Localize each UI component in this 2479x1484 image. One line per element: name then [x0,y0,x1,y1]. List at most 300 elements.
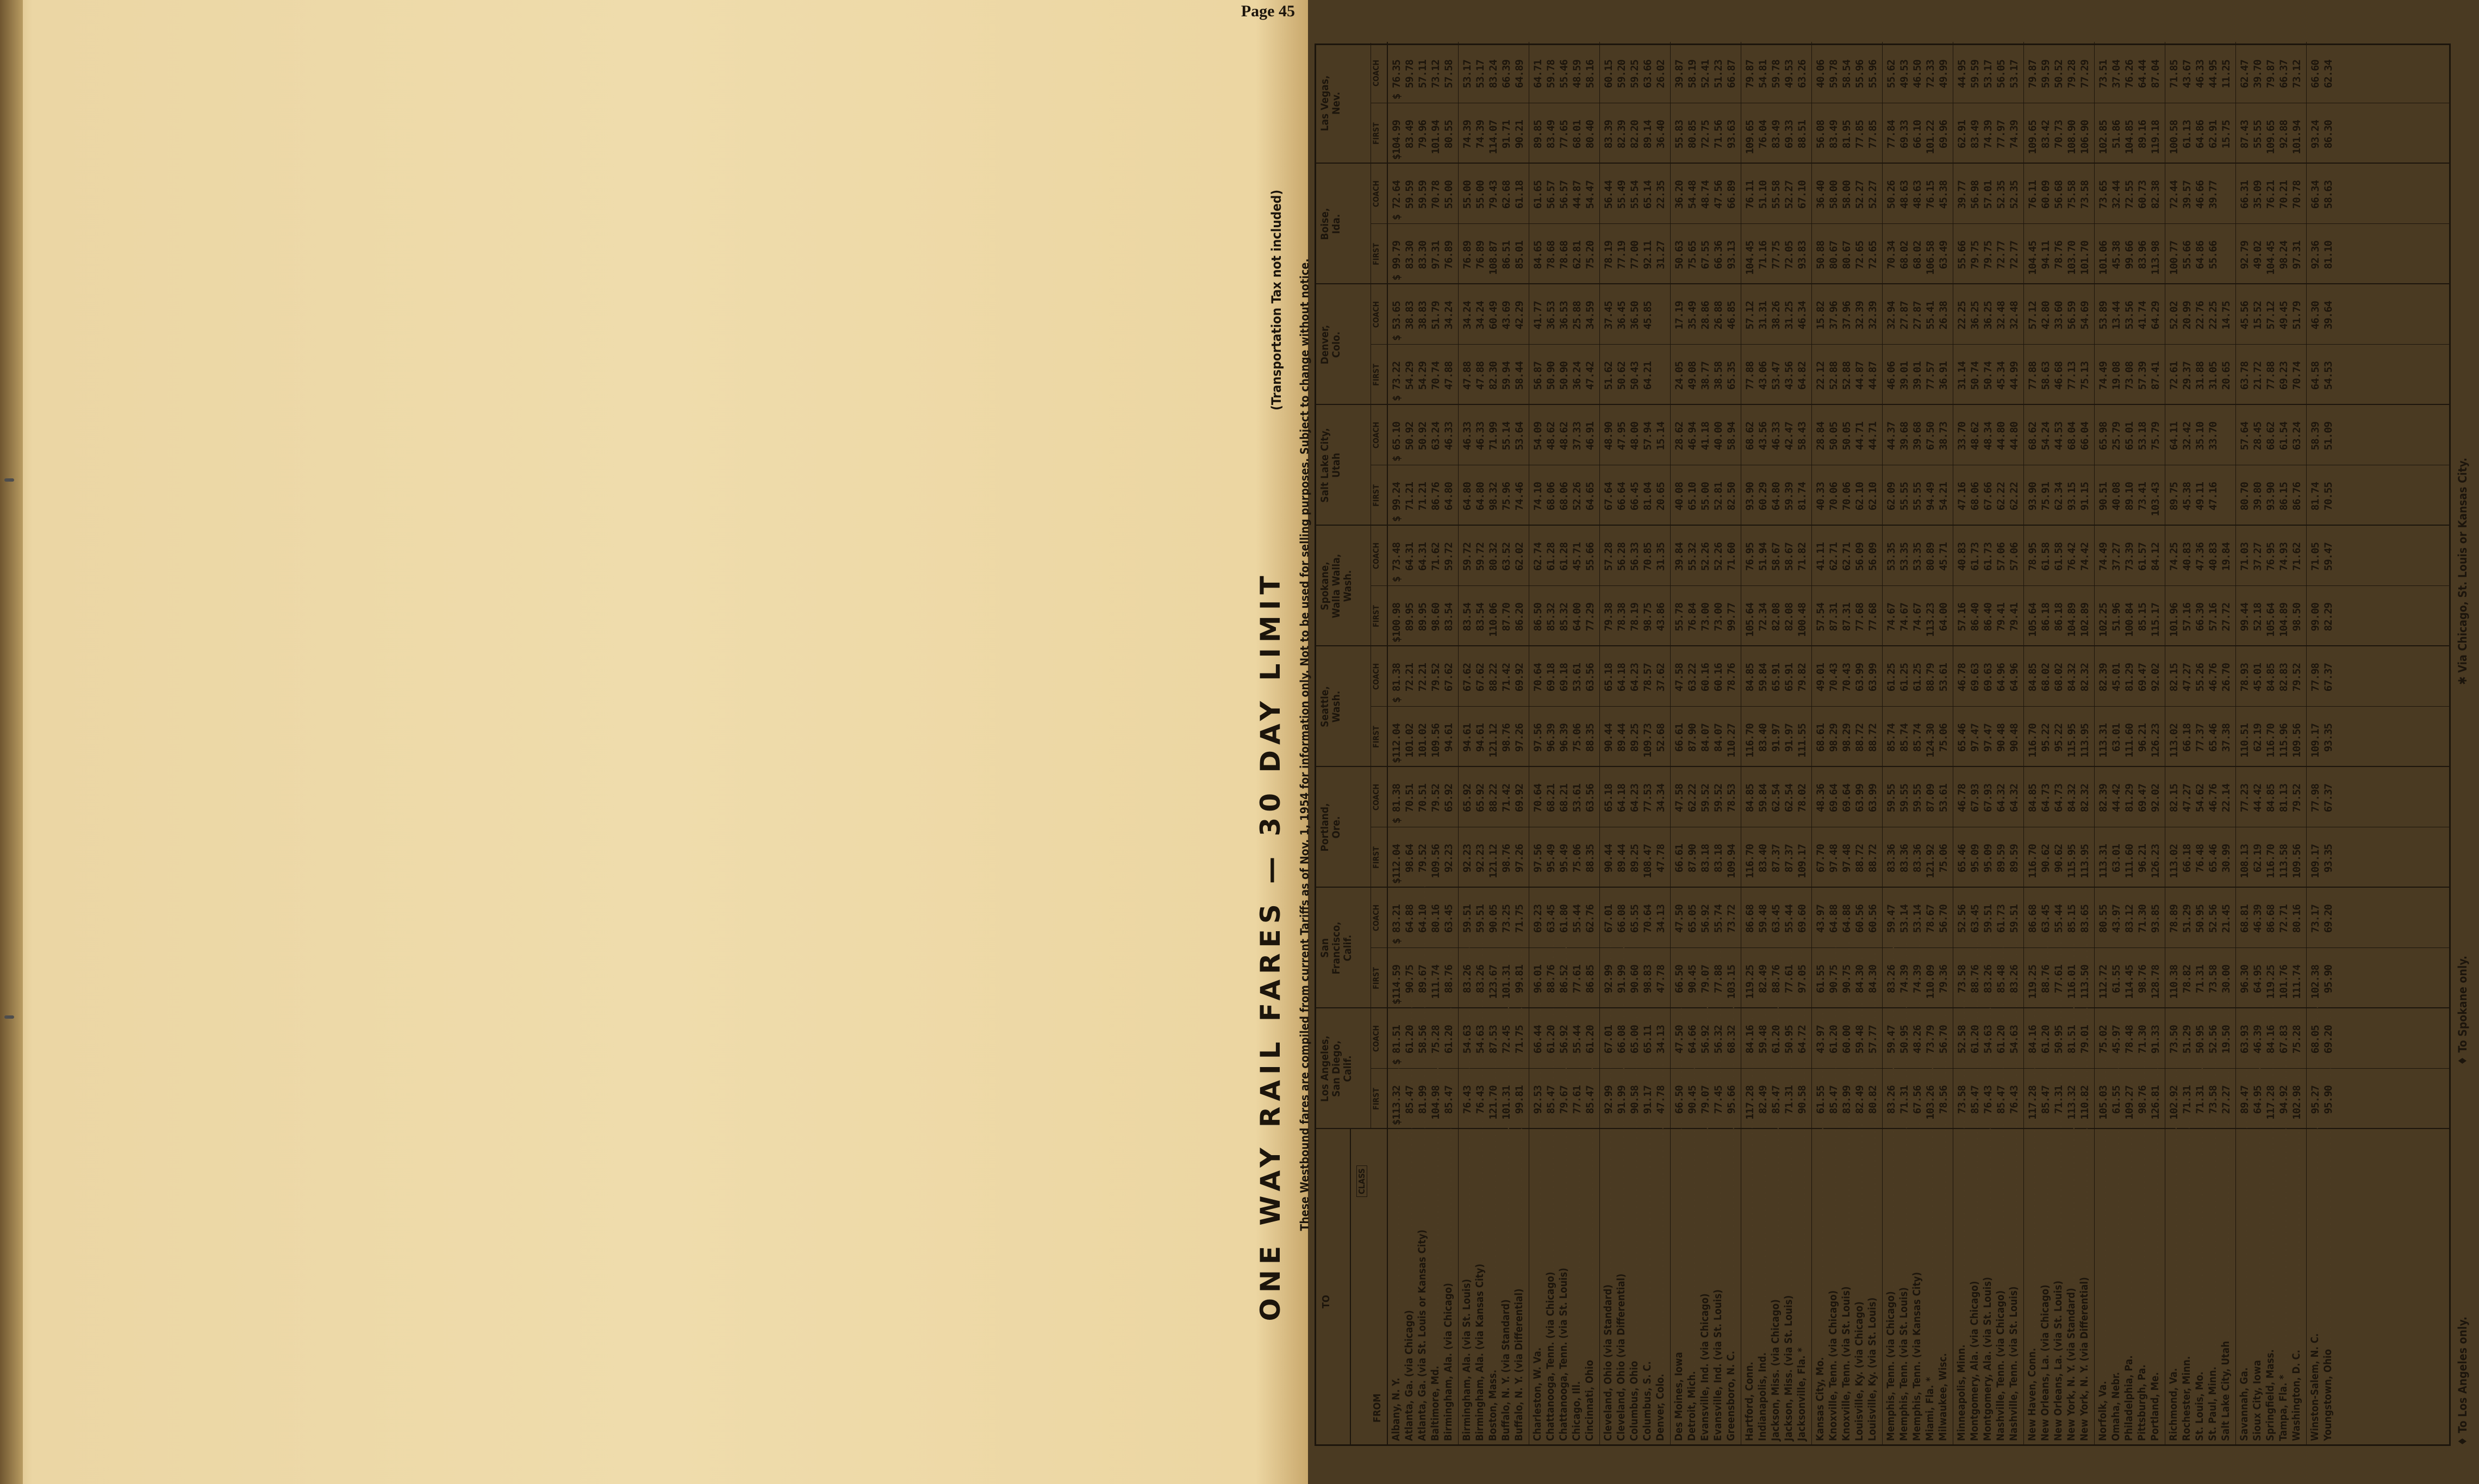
coach-fare: 49.53 [1783,60,1795,89]
first-class-fare: 20.65 [2220,361,2232,390]
coach-fare: 63.56 [1584,784,1596,813]
coach-fare: 61.20 [1969,1025,1981,1054]
first-class-fare: 90.60 [1629,965,1641,994]
first-class-fare: 90.48 [1995,724,2007,752]
coach-fare: 78.57 [1642,663,1654,692]
coach-fare: 61.20 [1545,1025,1557,1054]
first-class-fare: 67.70 [1815,844,1827,873]
first-class-fare: 121.92 [1924,844,1936,878]
first-class-fare: 93.90 [2027,482,2039,511]
coach-fare: 73.65 [2097,180,2109,209]
first-class-fare: 69.33 [1783,120,1795,149]
table-row [1531,42,1544,1444]
coach-fare: 63.45 [2040,905,2052,933]
coach-fare: 48.00 [1629,422,1641,451]
from-city: Albany, N. Y. . . . [1390,1128,1403,1441]
coach-fare: 64.32 [1995,784,2007,813]
first-class-fare: 79.41 [2008,603,2020,632]
first-class-fare: 31.14 [1956,361,1968,390]
first-class-fare: 112.72 [2097,965,2109,999]
coach-fare: 63.52 [1500,543,1512,571]
first-class-fare: 62.91 [2207,120,2219,149]
destination-header [1319,164,1342,284]
coach-fare: 37.62 [1655,663,1667,692]
coach-fare: 39.57 [2181,180,2193,209]
coach-fare: 62.34 [2322,60,2334,89]
first-class-fare: 77.75 [1770,241,1782,270]
coach-fare: 80.16 [1430,905,1442,933]
coach-fare: 59.72 [1474,543,1486,571]
coach-fare: 69.18 [1545,663,1557,692]
first-class-fare: 47.88 [1474,361,1486,390]
first-class-fare: 113.98 [2150,241,2162,275]
coach-fare: 66.87 [1726,60,1737,89]
first-class-fare: 90.75 [1404,965,1416,994]
table-row [2309,42,2322,1444]
coach-fare: 76.26 [2123,60,2135,89]
coach-fare: 84.32 [2066,663,2078,692]
coach-fare: 53.35 [1885,543,1897,571]
coach-fare: 64.96 [2008,663,2020,692]
coach-fare: 67.83 [2278,1025,2290,1054]
coach-fare: 77.98 [2309,663,2321,692]
coach-fare: 73.17 [2309,905,2321,933]
table-row [2149,42,2162,1444]
first-class-fare: 66.18 [2181,724,2193,752]
first-class-fare: 87.70 [1500,603,1512,632]
coach-fare: 37.27 [2110,543,2122,571]
coach-fare: 74.42 [2079,543,2091,571]
coach-fare: 55.00 [1461,180,1473,209]
coach-fare: 62.02 [1513,543,1525,571]
group-divider [1458,42,1459,1444]
first-class-fare: 83.54 [1443,603,1455,632]
first-class-fare: 24.05 [1673,361,1685,390]
from-city: Winston-Salem, N. C. . . . [2309,1128,2322,1441]
first-class-fare: 74.39 [1982,120,1994,149]
coach-fare: 50.95 [2194,1025,2206,1054]
first-class-fare: 83.42 [2040,120,2052,149]
coach-fare: 68.21 [1545,784,1557,813]
coach-fare: 59.55 [1885,784,1897,813]
first-class-fare: $100.98 [1391,603,1403,643]
from-city: Sioux City, Iowa . . . [2251,1128,2264,1441]
coach-fare: 65.91 [1770,663,1782,692]
coach-fare: 77.53 [1642,784,1654,813]
coach-fare: 64.29 [2150,301,2162,330]
first-class-fare: 91.97 [1783,724,1795,752]
coach-fare: 48.26 [1911,1025,1923,1054]
coach-fare: 36.40 [1815,180,1827,209]
coach-fare: 64.88 [1404,905,1416,933]
first-class-fare: 68.01 [1571,120,1583,149]
first-class-fare: 65.10 [1686,482,1698,511]
first-class-fare: 83.54 [1461,603,1473,632]
first-class-fare: 81.04 [1642,482,1654,511]
first-class-fare: 101.22 [1924,120,1936,154]
coach-fare: 53.35 [1898,543,1910,571]
coach-fare: 63.22 [1686,663,1698,692]
first-class-fare: 76.43 [2008,1086,2020,1114]
first-class-fare: 90.58 [1796,1086,1808,1114]
coach-fare: 66.89 [1726,180,1737,209]
coach-fare: 52.26 [1712,543,1724,571]
coach-fare: 69.63 [1969,663,1981,692]
first-class-fare: 81.99 [1417,1086,1429,1114]
first-class-fare: 103.26 [1924,1086,1936,1120]
first-class-fare: 95.09 [1982,844,1994,873]
coach-fare: 75.58 [2066,180,2078,209]
first-class-fare: 117.28 [2027,1086,2039,1120]
first-class-fare: 82.20 [1629,120,1641,149]
first-class-fare: 77.37 [2194,724,2206,752]
coach-fare: 70.64 [1532,663,1544,692]
first-class-fare: 55.83 [1673,120,1685,149]
table-row [1982,42,1995,1444]
first-class-fare: 95.22 [2040,724,2052,752]
coach-fare: 82.38 [2150,180,2162,209]
coach-fare: 63.24 [2291,422,2303,451]
first-class-fare: 68.06 [1545,482,1557,511]
coach-fare: 59.51 [1474,905,1486,933]
table-row [1853,42,1866,1444]
header-to: TO [1321,1295,1332,1308]
first-class-fare: 126.81 [2150,1086,2162,1120]
coach-fare: 45.71 [1938,543,1949,571]
first-class-fare: 69.96 [1938,120,1949,149]
coach-fare: 68.62 [2265,422,2277,451]
coach-fare: 63.45 [1969,905,1981,933]
coach-fare: 52.41 [1699,60,1711,89]
coach-fare: 35.10 [2194,422,2206,451]
coach-fare: 31.35 [1655,543,1667,571]
coach-fare: 65.92 [1474,784,1486,813]
first-class-fare: 91.99 [1616,1086,1628,1114]
coach-fare: 59.59 [1404,180,1416,209]
coach-fare: 48.62 [1545,422,1557,451]
first-class-fare: 114.45 [2123,965,2135,999]
first-class-fare: 95.66 [1726,1086,1737,1114]
table-row [1969,42,1982,1444]
first-class-fare: 91.99 [1616,965,1628,994]
first-class-fare: 51.96 [2110,603,2122,632]
coach-fare: 56.44 [1603,180,1615,209]
first-class-fare: 96.39 [1558,724,1570,752]
coach-fare: 64.71 [1532,60,1544,89]
coach-fare: 76.95 [1744,543,1756,571]
first-class-fare: 121.12 [1487,844,1499,878]
coach-fare: 81.51 [2066,1025,2078,1054]
coach-fare: 39.77 [1956,180,1968,209]
first-class-fare: 93.15 [2066,482,2078,511]
footnote-spokane: ♦ To Spokane only. [2456,956,2469,1065]
first-class-fare: 49.11 [2194,482,2206,511]
first-class-fare: 64.86 [2194,241,2206,270]
first-class-fare: 47.78 [1655,1086,1667,1114]
coach-fare: 92.02 [2150,663,2162,692]
coach-fare: 54.63 [1982,1025,1994,1054]
coach-fare: 43.97 [1815,1025,1827,1054]
coach-fare: 64.73 [2053,784,2065,813]
first-class-fare: 97.05 [1796,965,1808,994]
first-class-fare: 83.49 [1770,120,1782,149]
first-class-fare: 75.20 [1584,241,1596,270]
from-city: Chicago, Ill. . . . [1571,1128,1584,1441]
coach-fare: 59.51 [1982,905,1994,933]
first-class-fare: 97.47 [1982,724,1994,752]
first-class-fare: 104.89 [2066,603,2078,637]
first-class-fare: 84.30 [1854,965,1866,994]
first-class-fare: 57.16 [2181,603,2193,632]
first-class-fare: 101.31 [1500,965,1512,999]
from-city: Miami, Fla. * . . . [1924,1128,1937,1441]
first-class-fare: 73.00 [1699,603,1711,632]
coach-fare: 87.53 [1487,1025,1499,1054]
coach-fare: 88.22 [1487,784,1499,813]
coach-fare: 59.48 [1854,1025,1866,1054]
coach-fare: 78.53 [1726,784,1737,813]
coach-fare: 71.85 [2168,60,2180,89]
first-class-fare: 64.80 [1443,482,1455,511]
coach-fare: 45.85 [1642,301,1654,330]
first-class-fare: 84.07 [1699,724,1711,752]
coach-fare: 31.31 [1757,301,1769,330]
coach-fare: 26.88 [1712,301,1724,330]
coach-fare: 37.33 [1571,422,1583,451]
coach-fare: 38.73 [1938,422,1949,451]
coach-fare: 41.11 [1815,543,1827,571]
coach-fare: 47.50 [1673,1025,1685,1054]
coach-fare: 56.28 [1616,543,1628,571]
first-class-fare: 98.60 [1430,603,1442,632]
first-class-fare: 101.96 [2168,603,2180,637]
coach-fare: 64.88 [1828,905,1840,933]
first-class-fare: 91.71 [1500,120,1512,149]
coach-fare: 51.10 [1757,180,1769,209]
coach-fare: 46.76 [2207,663,2219,692]
coach-fare: 70.78 [1430,180,1442,209]
first-class-fare: 98.29 [1828,724,1840,752]
first-class-fare: 52.68 [1655,724,1667,752]
first-class-fare: 92.23 [1461,844,1473,873]
footnotes [2453,43,2475,1446]
coach-fare: 83.12 [2123,905,2135,933]
coach-fare: 84.85 [2265,784,2277,813]
first-class-fare: 88.35 [1584,844,1596,873]
footnote-via-chicago: ✱ Via Chicago, St. Louis or Kansas City. [2456,457,2469,685]
first-class-fare: 109.27 [2123,1086,2135,1120]
table-row [2181,42,2194,1444]
first-class-fare: 77.68 [1854,603,1866,632]
first-class-fare: 66.61 [1673,844,1685,873]
first-class-fare: 51.86 [2110,120,2122,149]
first-class-fare: 82.50 [1726,482,1737,511]
coach-fare: 52.58 [1956,1025,1968,1054]
coach-fare: 65.92 [1443,784,1455,813]
from-city: Omaha, Nebr. . . . [2110,1128,2123,1441]
first-class-fare: 74.39 [1898,965,1910,994]
from-city: Boston, Mass. . . . [1487,1128,1500,1441]
first-class-fare: 83.99 [1841,1086,1853,1114]
first-class-fare: 101.31 [1500,1086,1512,1120]
coach-fare: 34.13 [1655,1025,1667,1054]
coach-fare: 44.95 [1956,60,1968,89]
first-class-fare: 81.74 [1796,482,1808,511]
first-class-fare: 77.85 [1854,120,1866,149]
first-class-fare: 82.49 [1757,1086,1769,1114]
group-divider [1882,42,1883,1444]
coach-fare: 51.29 [2181,1025,2193,1054]
first-class-fare: 66.18 [2181,844,2193,873]
coach-fare: 49.53 [1898,60,1910,89]
destination-line: Wash. [1330,690,1342,723]
first-class-fare: 93.90 [1744,482,1756,511]
coach-fare: 55.96 [1854,60,1866,89]
first-class-fare: 64.80 [1474,482,1486,511]
first-class-fare: 93.83 [1796,241,1808,270]
coach-fare: 92.02 [2150,784,2162,813]
coach-fare: 42.29 [1513,301,1525,330]
coach-fare: 81.29 [2123,663,2135,692]
first-class-fare: 116.70 [2265,844,2277,878]
coach-fare: 61.20 [1770,1025,1782,1054]
first-class-fare: 77.65 [1558,120,1570,149]
first-class-fare: 105.03 [2097,1086,2109,1120]
first-class-fare: 100.48 [1796,603,1808,637]
first-class-fare: 86.76 [1430,482,1442,511]
from-city: New York, N. Y. (via Differential) . . . [2078,1128,2091,1441]
coach-fare: 58.63 [2322,180,2334,209]
coach-fare: 33.70 [2207,422,2219,451]
first-class-fare: 109.56 [1430,844,1442,878]
first-class-fare: 116.01 [2066,965,2078,999]
coach-fare: 57.12 [2265,301,2277,330]
coach-fare: 79.87 [2027,60,2039,89]
coach-fare: 78.76 [1726,663,1737,692]
first-class-fare: 78.68 [1545,241,1557,270]
coach-fare: $ 72.64 [1391,180,1403,221]
coach-fare: 42.47 [1783,422,1795,451]
first-class-fare: 83.26 [1461,965,1473,994]
class-coach: COACH [1372,783,1381,811]
coach-fare: 34.24 [1461,301,1473,330]
first-class-fare: 91.97 [1770,724,1782,752]
first-class-fare: 109.73 [1642,724,1654,758]
coach-fare: 71.30 [2137,905,2148,933]
footnote-los-angeles: ♦ To Los Angeles only. [2456,1316,2469,1446]
coach-fare: 73.72 [1726,905,1737,933]
first-class-fare: 74.67 [1885,603,1897,632]
coach-fare: 40.00 [1712,422,1724,451]
first-class-fare: 65.46 [1956,724,1968,752]
coach-fare: 48.59 [1571,60,1583,89]
first-class-fare: 31.05 [2207,361,2219,390]
first-class-fare: 38.77 [1699,361,1711,390]
coach-fare: 73.25 [1500,905,1512,933]
rotated-fare-table [1250,11,2479,1479]
header-from: FROM [1372,1393,1383,1423]
destination-line: Walla Walla, [1330,553,1342,619]
first-class-fare: 99.81 [1513,1086,1525,1114]
coach-fare: 44.87 [1571,180,1583,209]
coach-fare: 55.44 [1571,905,1583,933]
first-class-fare: 109.17 [1796,844,1808,878]
coach-fare: 81.13 [2278,784,2290,813]
coach-fare: 52.27 [1854,180,1866,209]
coach-fare: 61.25 [1885,663,1897,692]
first-class-fare: 95.09 [1969,844,1981,873]
table-row [1757,42,1770,1444]
table-row [1602,42,1615,1444]
first-class-fare: 77.19 [1616,241,1628,270]
first-class-fare: 91.17 [1642,1086,1654,1114]
first-class-fare: 101.02 [1404,724,1416,758]
coach-fare: 63.99 [1854,663,1866,692]
coach-fare: 60.73 [2137,180,2148,209]
class-first: FIRST [1372,846,1381,869]
coach-fare: 64.11 [2168,422,2180,451]
coach-fare: 59.78 [1545,60,1557,89]
coach-fare: 58.94 [1726,422,1737,451]
first-class-fare: 99.00 [2309,603,2321,632]
first-class-fare: 56.87 [1532,361,1544,390]
first-class-fare: 74.67 [1898,603,1910,632]
coach-fare: 67.62 [1474,663,1486,692]
coach-fare: 64.66 [1686,1025,1698,1054]
first-class-fare: 86.15 [2278,482,2290,511]
coach-fare: 15.14 [1655,422,1667,451]
coach-fare: 59.25 [1629,60,1641,89]
table-row [1628,42,1641,1444]
first-class-fare: 76.89 [1443,241,1455,270]
from-city: Nashville, Tenn. (via St. Louis) . . . [2008,1128,2021,1441]
coach-fare: 40.06 [1815,60,1827,89]
first-class-fare: 113.58 [2278,844,2290,878]
coach-fare: 22.76 [2194,301,2206,330]
first-class-fare: 90.45 [1686,1086,1698,1114]
first-class-fare: 88.72 [1854,844,1866,873]
first-class-fare: 72.75 [1699,120,1711,149]
first-class-fare: 109.56 [1430,724,1442,758]
coach-fare: 69.92 [1513,784,1525,813]
first-class-fare: 98.76 [2137,965,2148,994]
coach-fare: 56.92 [1699,1025,1711,1054]
coach-fare: 36.25 [1969,301,1981,330]
coach-fare: 78.95 [2027,543,2039,571]
coach-fare: 61.58 [2040,543,2052,571]
first-class-fare: 67.55 [1699,241,1711,270]
from-city: St. Paul, Minn. . . . [2207,1128,2220,1441]
table-row [2097,42,2110,1444]
first-class-fare: 99.81 [1513,965,1525,994]
coach-fare: 55.46 [1558,60,1570,89]
coach-fare: 22.25 [1956,301,1968,330]
first-class-fare: 75.91 [2040,482,2052,511]
first-class-fare: 111.55 [1796,724,1808,758]
first-class-fare: 89.59 [1995,844,2007,873]
first-class-fare: 79.36 [1938,965,1949,994]
first-class-fare: 80.70 [2239,482,2251,511]
coach-fare: 76.42 [2066,543,2078,571]
coach-fare: 50.95 [2053,1025,2065,1054]
coach-fare: 83.24 [1487,60,1499,89]
coach-fare: 59.84 [1757,784,1769,813]
first-class-fare: 55.66 [2181,241,2193,270]
table-row [1725,42,1738,1444]
first-class-fare: 119.25 [1744,965,1756,999]
table-row [2264,42,2277,1444]
coach-fare: 60.15 [1603,60,1615,89]
